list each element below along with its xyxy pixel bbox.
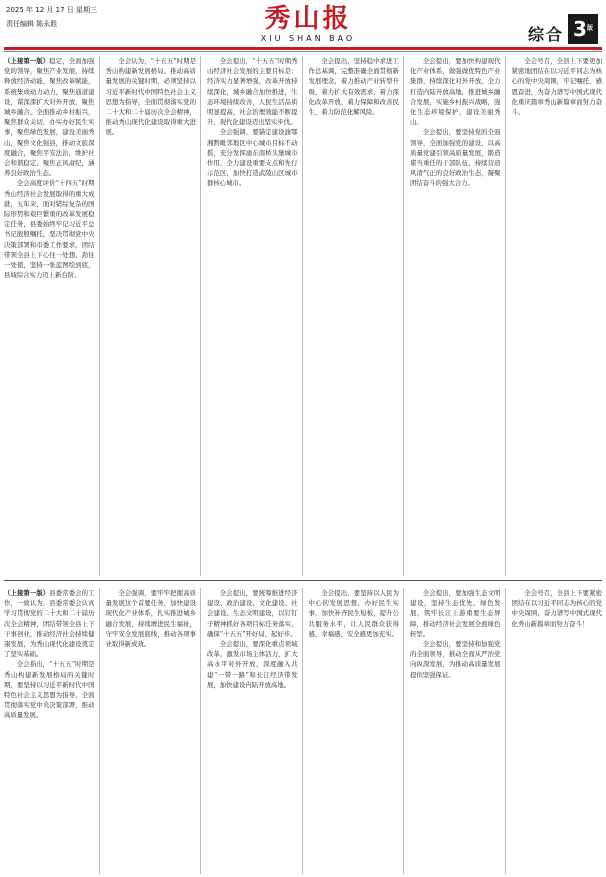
article-paragraph: 全会提出，要统筹推进经济建设、政治建设、文化建设、社会建设、生态文明建设，以钉钉子精神抓好各项目标任务落实，确保“十五五”开好局、起好步。 bbox=[207, 589, 298, 638]
article-paragraph: 全会提出，要坚持以人民为中心的发展思想，办好民生实事，加快补齐民生短板，提升公共服务水平，让人民群众获得感、幸福感、安全感更加充实。 bbox=[308, 589, 399, 638]
article-paragraph: 全会指出，“十五五”时期是秀山构建新发展格局的关键时期，要坚持以习近平新时代中国特色社会主义思想为指导，全面贯彻落实党中央决策部署，推动高质量发展。 bbox=[4, 660, 95, 720]
section-title: 综合 bbox=[527, 25, 564, 44]
article-column bbox=[410, 588, 506, 874]
logo-chinese: 秀山报 bbox=[264, 4, 352, 34]
article-paragraph: 全会强调，要牢牢把握高质量发展这个首要任务，加快建设现代化产业体系，扎实推进城乡融合发展，持续增进民生福祉，守牢安全发展底线，推动各项事业取得新成效。 bbox=[105, 589, 196, 649]
article-divider bbox=[4, 580, 602, 581]
continued-from-label: （上接第一版） bbox=[4, 57, 50, 65]
article-paragraph: 全会号召，全县上下要更加紧密地团结在以习近平同志为核心的党中央周围，牢记嘱托、感恩奋进，为奋力谱写中国式现代化重庆篇章秀山新篇章而努力奋斗。 bbox=[511, 57, 602, 117]
article-column bbox=[512, 56, 603, 576]
article-column bbox=[410, 56, 506, 576]
article-paragraph: 全会提出，要坚持和加强党的全面领导，推动全面从严治党向纵深发展，为推动高质量发展提供坚强保证。 bbox=[410, 640, 501, 679]
header-thin-rule bbox=[4, 51, 602, 52]
article-paragraph: 全会提出，要坚持党的全面领导，全面加强党的建设，以高质量党建引领高质量发展，锻造堪当重任的干部队伍，持续营造风清气正的良好政治生态，凝聚团结奋斗的强大合力。 bbox=[410, 128, 501, 188]
article-column bbox=[4, 56, 100, 576]
editor-credit: 责任编辑 陈永胜 bbox=[6, 20, 58, 28]
newspaper-logo bbox=[253, 4, 363, 48]
article-column bbox=[207, 56, 303, 576]
article-column bbox=[207, 588, 303, 874]
masthead bbox=[0, 0, 606, 52]
article-paragraph: 全会提出，要加强生态文明建设，坚持生态优先、绿色发展，筑牢长江上游重要生态屏障，推动经济社会发展全面绿色转型。 bbox=[410, 589, 501, 638]
page-suffix: 版 bbox=[586, 25, 593, 32]
article-paragraph: （上接第一版）稳定，全面加强党的领导，聚焦产业发展，持续释放经济动能，聚焦改革赋能，系统集成动力动力，聚焦通道建设，谋深深扩大对外开放，聚焦城乡融合，全面推动乡村振兴，聚焦群众关切，办实办好民生实事，聚焦绿色发展，建设美丽秀山，聚焦文化强县，推动文旅深度融合，聚焦平安法治，维护社会和谐稳定，聚焦正风肃纪，涵养良好政治生态。 bbox=[4, 57, 95, 178]
page-number-box bbox=[568, 14, 598, 44]
article-paragraph: （上接第一版）县委常委会的工作，一致认为，县委常委会认真学习贯彻党的二十大和二十届历次全会精神，团结带领全县上下干事创业，推动经济社会持续健康发展，为秀山现代化建设奠定了坚实基础。 bbox=[4, 589, 95, 659]
article-column bbox=[512, 588, 603, 874]
article-column bbox=[309, 56, 405, 576]
article-paragraph: 全会号召，全县上下要紧密团结在以习近平同志为核心的党中央周围，奋力谱写中国式现代化秀山新篇章而努力奋斗！ bbox=[511, 589, 602, 628]
article-column bbox=[106, 56, 202, 576]
article-paragraph: 全会高度评价“十四五”时期秀山经济社会发展取得的重大成就，五年来，面对错综复杂的国际形势和艰巨繁重的改革发展稳定任务，县委始终牢记习近平总书记殷殷嘱托，坚决贯彻党中央决策部署和市委工作要求，团结带领全县上下心往一处想、劲往一处使，坚持一张蓝图绘到底，县域综合实力迈上新台阶。 bbox=[4, 179, 95, 280]
article-column bbox=[4, 588, 100, 874]
article-column bbox=[106, 588, 202, 874]
article-top bbox=[4, 56, 602, 576]
continued-from-label: （上接第一版） bbox=[4, 589, 50, 597]
issue-date: 2025 年 12 月 17 日 星期三 bbox=[6, 6, 97, 14]
page-number: 3 bbox=[573, 17, 587, 41]
article-paragraph: 全会提出，要加快构建现代化产业体系，做强做优特色产业集群，持续深化对外开放，全力打造内陆开放高地，推进城乡融合发展，实施乡村振兴战略，强化生态环境保护，建设美丽秀山。 bbox=[410, 57, 501, 127]
article-paragraph: 全会提出，“十五五”时期秀山经济社会发展的主要目标是：经济实力显著增强，改革开放持续深化，城乡融合加快推进，生态环境持续改善，人民生活品质明显提高，社会治理效能不断提升，现代化建设迈出坚实步伐。 bbox=[207, 57, 298, 127]
header-rule bbox=[4, 47, 602, 50]
article-column bbox=[309, 588, 405, 874]
article-paragraph: 全会提出，坚持稳中求进工作总基调，完整准确全面贯彻新发展理念，着力推动产业转型升级，着力扩大有效需求，着力深化改革开放，着力保障和改善民生，着力防范化解风险。 bbox=[308, 57, 399, 117]
article-bottom bbox=[4, 588, 602, 874]
article-paragraph: 全会认为，“十五五”时期是秀山构建新发展格局、推动高质量发展的关键时期，必须坚持以习近平新时代中国特色社会主义思想为指导，全面贯彻落实党的二十大和二十届历次全会精神，推动秀山现代化建设取得重大进展。 bbox=[105, 57, 196, 137]
article-paragraph: 全会强调，要锚定建设渝鄂湘黔毗邻地区中心城市目标不动摇，充分发挥渝东南桥头堡城市作用，全力建设重要支点和先行示范区，加快打造武陵山区城市群核心城市。 bbox=[207, 128, 298, 188]
article-paragraph: 全会提出，要深化重点领域改革，激发市场主体活力，扩大高水平对外开放，深度融入共建“一带一路”和长江经济带发展，加快建设内陆开放高地。 bbox=[207, 640, 298, 689]
logo-english: XIU SHAN BAO bbox=[260, 34, 356, 43]
